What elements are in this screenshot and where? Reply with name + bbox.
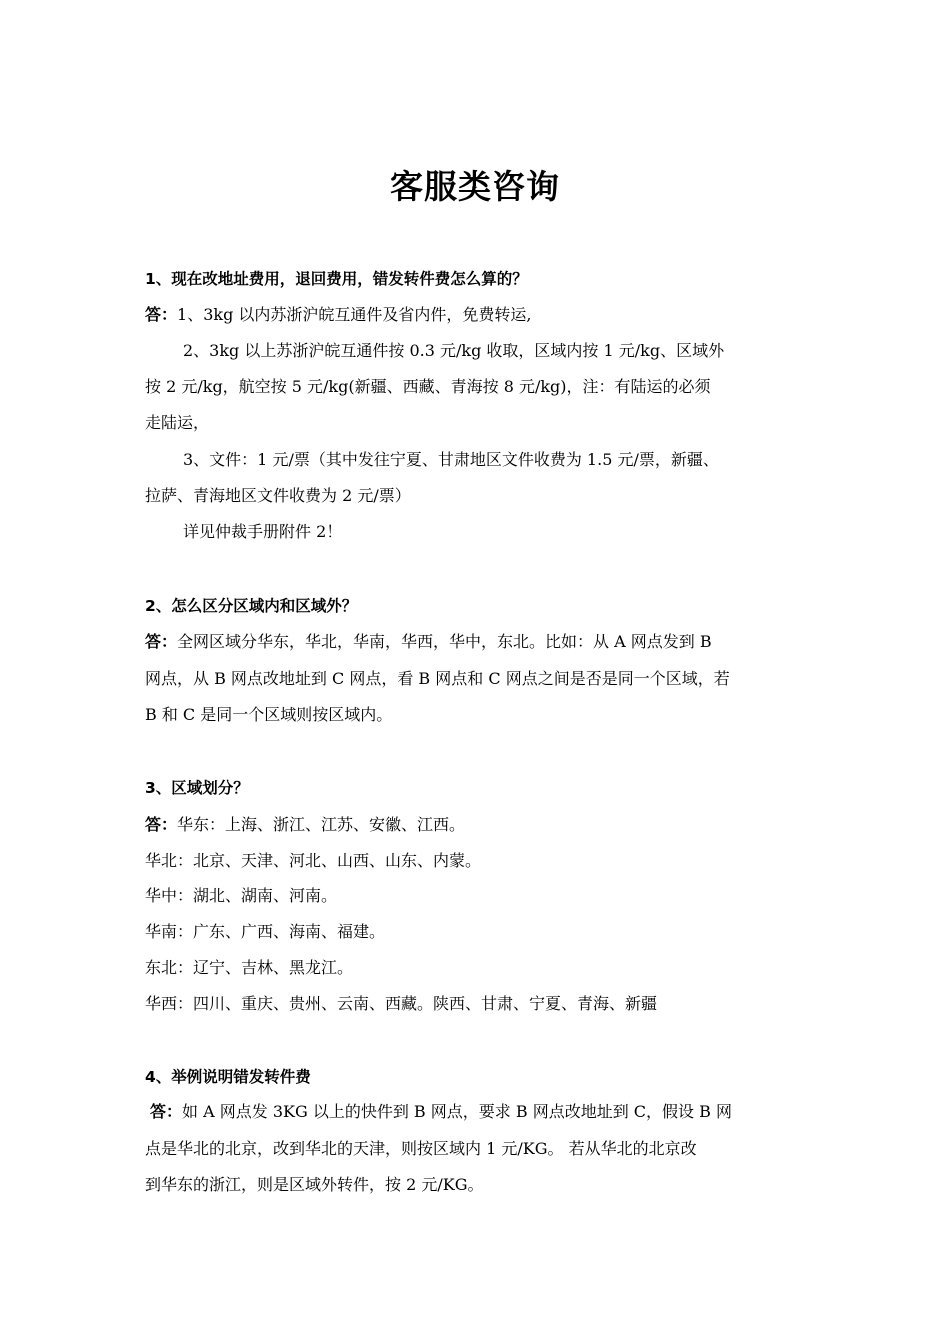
answer-text: 1、3kg 以内苏浙沪皖互通件及省内件，免费转运, — [177, 305, 532, 324]
answer-1-line-2: 2、3kg 以上苏浙沪皖互通件按 0.3 元/kg 收取，区域内按 1 元/kg、区域外 — [183, 341, 725, 360]
answer-2-line-1 — [145, 630, 712, 654]
question-3: 3、区域划分？ — [145, 779, 249, 797]
answer-1-line-1 — [145, 303, 532, 327]
region-west: 华西：四川、重庆、贵州、云南、西藏。陕西、甘肃、宁夏、青海、新疆 — [145, 994, 658, 1013]
answer-text: 如 A 网点发 3KG 以上的快件到 B 网点，要求 B 网点改地址到 C，假设 B 网 — [182, 1102, 732, 1121]
answer-3-line-1 — [145, 813, 465, 837]
answer-1-line-4: 走陆运， — [145, 413, 210, 432]
answer-label: 答： — [145, 305, 178, 324]
question-4: 4、举例说明错发转件费 — [145, 1068, 311, 1086]
answer-1-line-3: 按 2 元/kg，航空按 5 元/kg(新疆、西藏、青海按 8 元/kg)，注：有陆运的必须 — [145, 377, 711, 396]
region-south: 华南：广东、广西、海南、福建。 — [145, 922, 386, 941]
answer-4-line-3: 到华东的浙江，则是区域外转件，按 2 元/KG。 — [145, 1175, 484, 1194]
answer-text: 全网区域分华东，华北，华南，华西，华中，东北。比如：从 A 网点发到 B — [177, 632, 712, 651]
answer-1-line-5: 3、文件：1 元/票（其中发往宁夏、甘肃地区文件收费为 1.5 元/票，新疆、 — [183, 450, 719, 469]
answer-1-line-6: 拉萨、青海地区文件收费为 2 元/票） — [145, 486, 411, 505]
region-north: 华北：北京、天津、河北、山西、山东、内蒙。 — [145, 851, 482, 870]
answer-label: 答： — [145, 632, 178, 651]
document-title: 客服类咨询 — [390, 167, 560, 206]
answer-text: 华东：上海、浙江、江苏、安徽、江西。 — [177, 815, 466, 834]
answer-4-line-2: 点是华北的北京，改到华北的天津，则按区域内 1 元/KG。 若从华北的北京改 — [145, 1139, 697, 1158]
region-northeast: 东北：辽宁、吉林、黑龙江。 — [145, 958, 354, 977]
answer-label: 答： — [150, 1102, 183, 1121]
answer-2-line-3: B 和 C 是同一个区域则按区域内。 — [145, 705, 393, 724]
answer-4-line-1 — [150, 1100, 732, 1124]
answer-2-line-2: 网点，从 B 网点改地址到 C 网点，看 B 网点和 C 网点之间是否是同一个区域，若 — [145, 669, 730, 688]
region-central: 华中：湖北、湖南、河南。 — [145, 886, 338, 905]
question-2: 2、怎么区分区域内和区域外？ — [145, 597, 358, 615]
answer-label: 答： — [145, 815, 178, 834]
answer-1-line-7: 详见仲裁手册附件 2！ — [183, 522, 343, 541]
question-1: 1、现在改地址费用，退回费用，错发转件费怎么算的？ — [145, 270, 528, 288]
